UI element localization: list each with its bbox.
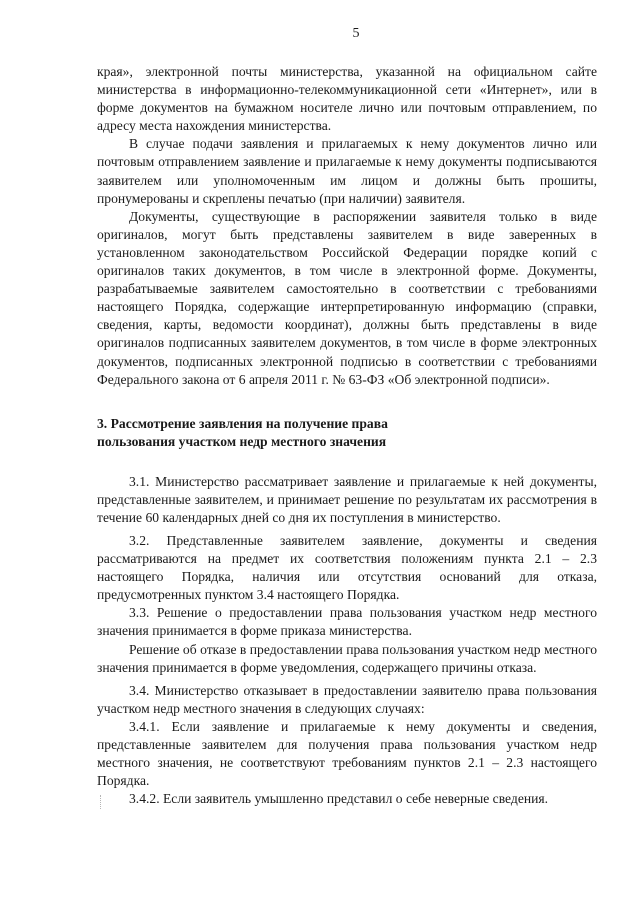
paragraph-document-copies: Документы, существующие в распоряжении заявителя только в виде оригиналов, могут быть представлены заявителем в виде заверенных в установленном законодательством Российской Федерации порядке копий с оригиналов таких документов, в том числе в электронной форме. Документы, разрабатываемые заявителем самостоятельно в соответствии с требованиями настоящего Порядка, содержащие интерпретированную информацию (справки, сведения, карты, ведомости координат), должны быть представлены в виде оригиналов подписанных заявителем документов, в том числе в форме электронных документов, подписанных электронной подписью в соответствии с требованиями Федерального закона от 6 апреля 2011 г. № 63-ФЗ «Об электронной подписи». [97,208,597,387]
paragraph-signing-requirements: В случае подачи заявления и прилагаемых к нему документов лично или почтовым отправлением заявление и прилагаемые к нему документы подписываются заявителем или уполномоченным им лицом и должны быть прошиты, пронумерованы и скреплены печатью (при наличии) заявителя. [97,136,597,206]
section-3-heading-line-2: пользования участком недр местного значения [97,434,387,450]
scan-artifact-mark [100,795,104,809]
clause-3-3-refusal: Решение об отказе в предоставлении права пользования участком недр местного значения принимается в форме уведомления, содержащего причины отказа. [97,641,597,675]
clause-3-1: 3.1. Министерство рассматривает заявление и прилагаемые к ней документы, представленные заявителем, и принимает решение по результатам их рассмотрения в течение 60 календарных дней со дня их поступления в министерство. [97,473,597,525]
document-body [97,63,597,808]
page-number: 5 [352,26,360,41]
paragraph-submission-channels: края», электронной почты министерства, указанной на официальном сайте министерства в информационно-телекоммуникационной сети «Интернет», или в форме документов на бумажном носителе лично или почтовым отправлением, по адресу места нахождения министерства. [97,64,597,134]
clause-3-2: 3.2. Представленные заявителем заявление, документы и сведения рассматриваются на предмет их соответствия положениям пункта 2.1 – 2.3 настоящего Порядка, наличия или отсутствия оснований для отказа, предусмотренных пунктом 3.4 настоящего Порядка. [97,532,597,603]
clause-3-4-2: 3.4.2. Если заявитель умышленно представил о себе неверные сведения. [129,791,549,807]
section-3-heading [97,415,597,452]
clause-3-4: 3.4. Министерство отказывает в предоставлении заявителю права пользования участком недр местного значения в следующих случаях: [97,682,597,716]
section-3-heading-line-1: 3. Рассмотрение заявления на получение права [97,415,388,431]
clause-3-4-1: 3.4.1. Если заявление и прилагаемые к нему документы и сведения, представленные заявителем для получения права пользования участком недр местного значения, не соответствуют требованиям пунктов 2.1 – 2.3 настоящего Порядка. [97,718,597,789]
clause-3-3: 3.3. Решение о предоставлении права пользования участком недр местного значения принимается в форме приказа министерства. [97,605,597,639]
